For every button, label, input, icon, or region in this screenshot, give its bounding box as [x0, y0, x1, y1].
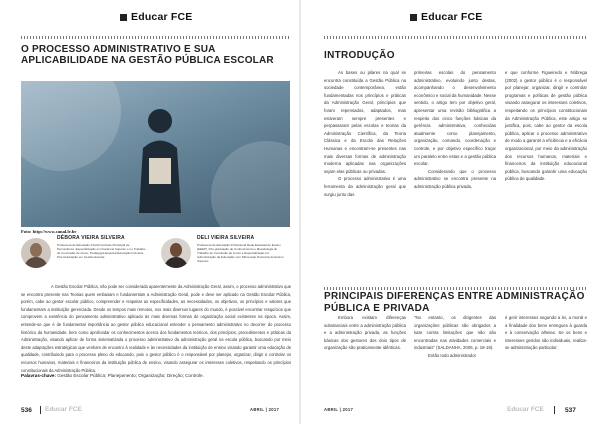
left-running-header — [120, 11, 193, 23]
paragraph: Então todo administrador — [428, 352, 477, 358]
author-bio: Professora de Educação Profissional Rede Estadual de Ensino (EEEP). Pós-graduação de Conhecimento e Metodologia do Trabalho de Conclusão de Curso e Especialização em Administração da Educação com Diferenças Docência do Ensino Superior. — [197, 243, 284, 263]
right-page — [301, 0, 600, 424]
section2-column-3 — [505, 314, 587, 352]
article-abstract: A Gestão Escolar Pública, não pode ser considerada aparentemente da Administração Geral, assim, o processo administrativo que se encontra presente nas Teorias quem embasam e fundamentam a Administração Geral, pode e deve ser aplicado na Gestão Escolar Pública, porém, cabe ao gestor escolar público, compreender e respeitar as especificidades, as necessidades, os objetivos, os princípios e valores que fundamentam a instituição gerenciada. Desde os tempos mais remotos, nos mais diversos lugares do mundo, é possível encontrar resquícios que comprovem a existência do pensamento administrativo aplicado às mais diversas formas de organização social existentes na época. Assim, entende-se que é de fundamental importância ao gestor público educacional entender o pensamento administrativo no decorrer do processo histórico da humanidade, bem como aprofundar os conhecimentos acerca dos fundamentos teóricos, dos princípios, procedimentos e práticas da Administração, visando aplicar de forma sistematizada o processo administrativo da administração geral na escola pública, buscando por meio deste adaptações estratégicas que venham de encontro à realidade e às necessidades da instituição de ensino visando garantir uma educação de qualidade, contribuindo para o processo pleno do educando, pois o gestor público é o responsável por planejar, organizar, dirigir e controlar os recursos humanos, materiais e financeiros da instituição pública de ensino, visando assegurar os interesses coletivos, respeitando os princípios constitucionais da Administração Pública. — [21, 284, 291, 373]
title-dotted-rule — [21, 36, 291, 39]
keywords — [21, 373, 291, 378]
square-bullet-icon — [410, 14, 417, 21]
section2-column-1 — [324, 314, 406, 352]
magazine-name: Educar FCE — [131, 11, 193, 23]
right-running-header — [410, 11, 483, 23]
left-page — [0, 0, 299, 424]
footer-magazine-name: Educar FCE — [507, 406, 544, 413]
section-dotted-rule — [324, 287, 588, 290]
person-silhouette-icon — [131, 103, 189, 213]
magazine-name: Educar FCE — [421, 11, 483, 23]
page-number: 536 — [21, 407, 32, 414]
avatar — [21, 238, 51, 268]
paragraph: Considerando que o processo administrativo se encontra presente na administração pública privada, — [414, 168, 496, 189]
author-bio: Professora de Educação Infantil na Rede Municipal de Pernambuco. Especialização em Docência Superior e no Trabalho de Conclusão de Curso. Pedagogia Especial Educação Inclusiva. Pós-Graduação em Gestão Escolar. — [57, 243, 146, 259]
paragraph: é gerir interesses segundo a lei, a moral e a finalidade dos bens entregues à guarda e à conservação alheias. Se os bens e interesses geridos são individuais, realiza-se administração particular; — [505, 315, 587, 351]
intro-column-2 — [414, 69, 496, 191]
square-bullet-icon — [120, 14, 127, 21]
intro-heading: INTRODUÇÃO — [324, 50, 395, 61]
paragraph: primeiras escolas do pensamento administrativo, evoluindo junto destas, acompanhando o desenvolvimento econômico e social da humanidade. Nesse sentido, o artigo tem por objetivo geral, apresentar uma revisão bibliográfica a respeito dos cinco funções básicas da gerência administrativa, conhecidas atualmente como planejamento, organização, comando, coordenação e controle, e por objetivo específico traçar um paralelo entre estas e a gestão pública escolar. — [414, 70, 496, 167]
keywords-label: Palavras-chave: — [21, 373, 56, 378]
author-card — [21, 235, 149, 281]
avatar — [161, 238, 191, 268]
section2-column-2 — [414, 314, 496, 360]
photo-credit: Foto: http://www.canal.le.br — [21, 229, 77, 234]
keywords-list: Gestão Escolar Pública; Planejamento; Organização; Direção; Controle. — [57, 373, 204, 378]
paragraph: Embora existam diferenças substanciais entre a administração pública e a administração privada, as funções básicas dos gestores dos dois tipos de organização são praticamente idênticas. — [324, 315, 406, 351]
authors-block — [21, 235, 291, 281]
footer-divider — [40, 406, 41, 414]
title-dotted-rule — [324, 36, 588, 39]
page-number: 537 — [565, 407, 576, 414]
footer-divider — [554, 406, 555, 414]
author-name: DÉBORA VIEIRA SILVEIRA — [57, 235, 125, 241]
intro-column-3 — [505, 69, 587, 183]
paragraph: As bases ou pilares na qual se encontra constituída a Gestão Pública na sociedade contemporânea, estão fundamentadas nos princípios e práticas da Administração Geral, princípios que foram repensados, adaptados, mas estiveram sempre presentes e perpassaram pelas escolas e teorias da Administração Científica, da Teoria Clássica e da Escola das Relações Humanas e encontram-se presentes nas mais diversas formas de administração moderna aplicadas nas organizações sejam elas públicas ou privadas. — [324, 70, 406, 174]
intro-column-1 — [324, 69, 406, 198]
author-name: DELI VIEIRA SILVEIRA — [197, 235, 255, 241]
article-photo — [21, 81, 290, 227]
article-title: O PROCESSO ADMINISTRATIVO E SUA APLICABILIDADE NA GESTÃO PÚBLICA ESCOLAR — [21, 44, 274, 66]
author-card — [161, 235, 289, 281]
paragraph: "No entanto, os dirigentes das organizações públicas são obrigados a lutar contra limitações que não são encontradas nas atividades comerciais e industriais" (SALDANHA, 2006, p. 18-19). — [414, 315, 496, 351]
section-heading: PRINCIPAIS DIFERENÇAS ENTRE ADMINISTRAÇÃO PÚBLICA E PRIVADA — [324, 291, 585, 314]
footer-date: ABRIL | 2017 — [324, 407, 354, 412]
paragraph: e que conforme Figueiredo e Nóbrega (2002) o gestor público é o responsável por planejar, organizar, dirigir e controlar programas e políticas de gestão pública visando assegurar os interesses coletivos, respeitando os princípios constitucionais da Administração Pública, este artigo se justifica, pois, cabe ao gestor da escola pública, aplicar o processo administrativo de modo a garantir a eficiência e a eficácia organizacional, por meio da administração dos recursos humanos, materiais e financeiros da instituição educacional pública, buscando garantir uma educação pública de qualidade. — [505, 70, 587, 182]
footer-date: ABRIL | 2017 — [250, 407, 280, 412]
footer-magazine-name: Educar FCE — [45, 406, 82, 413]
paragraph: O processo administrativo é uma ferramenta da administração geral que surgiu junto das — [324, 176, 406, 197]
